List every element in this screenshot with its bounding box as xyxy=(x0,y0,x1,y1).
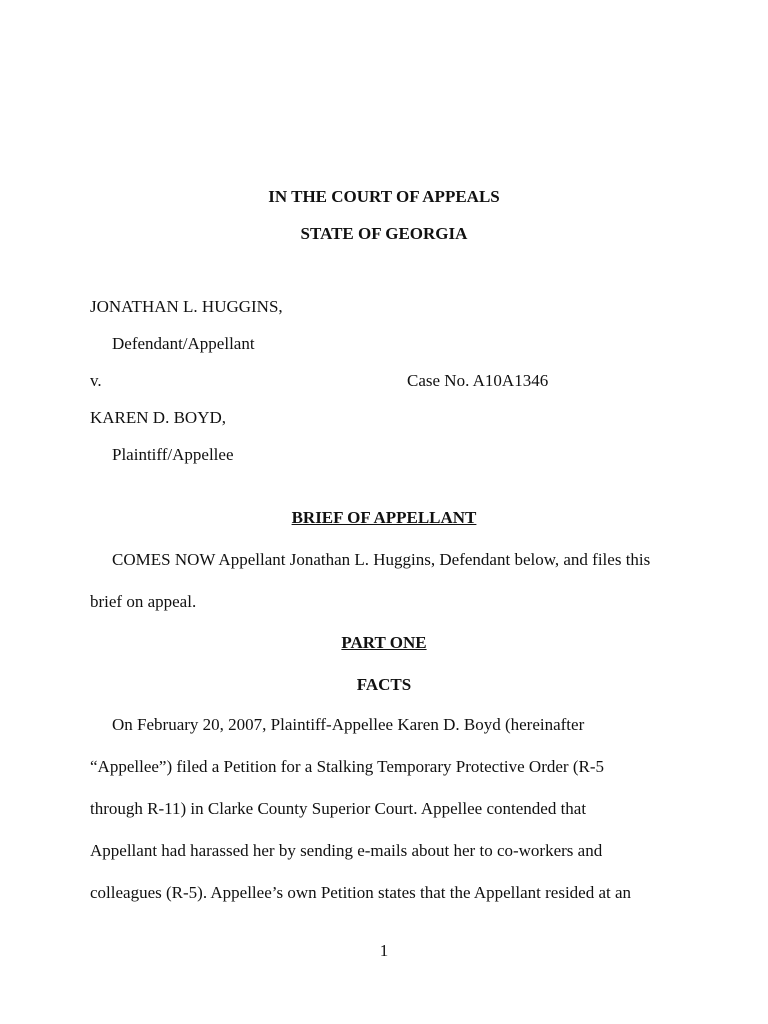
facts-line-1: On February 20, 2007, Plaintiff-Appellee Karen D. Boyd (hereinafter xyxy=(112,715,585,734)
appellant-name: JONATHAN L. HUGGINS, xyxy=(90,297,283,316)
facts-line-3: through R-11) in Clarke County Superior Court. Appellee contended that xyxy=(90,799,587,818)
part-heading: PART ONE xyxy=(341,633,427,652)
facts-heading: FACTS xyxy=(356,675,412,694)
facts-line-5: colleagues (R-5). Appellee’s own Petition states that the Appellant resided at an xyxy=(90,883,632,902)
court-title: IN THE COURT OF APPEALS xyxy=(268,187,500,206)
facts-line-2: “Appellee”) filed a Petition for a Stalking Temporary Protective Order (R-5 xyxy=(90,757,604,776)
facts-line-4: Appellant had harassed her by sending e-mails about her to co-workers and xyxy=(90,841,603,860)
versus: v. xyxy=(90,371,102,390)
appellant-role: Defendant/Appellant xyxy=(112,334,255,353)
intro-line-2: brief on appeal. xyxy=(90,592,197,611)
page-number: 1 xyxy=(379,941,389,960)
intro-line-1: COMES NOW Appellant Jonathan L. Huggins, Defendant below, and files this xyxy=(112,550,651,569)
appellee-role: Plaintiff/Appellee xyxy=(112,445,234,464)
brief-title: BRIEF OF APPELLANT xyxy=(291,508,477,527)
court-state: STATE OF GEORGIA xyxy=(300,224,468,243)
appellee-name: KAREN D. BOYD, xyxy=(90,408,226,427)
case-number: Case No. A10A1346 xyxy=(407,371,549,390)
